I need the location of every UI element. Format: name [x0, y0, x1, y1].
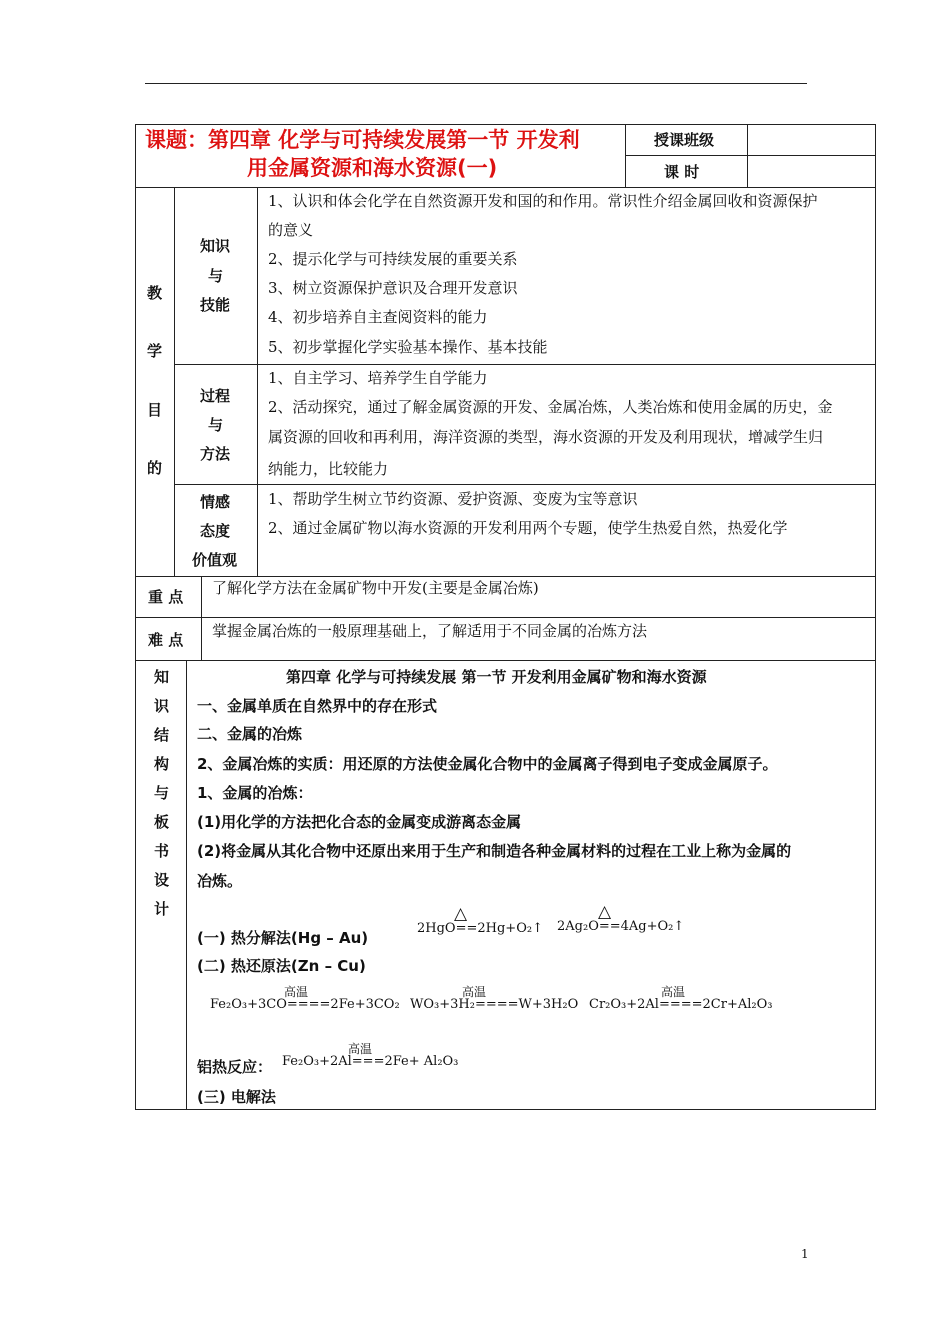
difficult-point-label: 难 点 — [148, 631, 184, 649]
attitude-item-2: 2、通过金属矿物以海水资源的开发利用两个专题，使学生热爱自然，热爱化学 — [268, 519, 788, 537]
board-line-5: (1)用化学的方法把化合态的金属变成游离态金属 — [197, 813, 522, 831]
board-char-1: 知 — [154, 668, 170, 686]
board-char-9: 计 — [154, 900, 170, 918]
board-char-3: 结 — [154, 726, 170, 744]
board-line-3: 2、金属冶炼的实质：用还原的方法使金属化合物中的金属离子得到电子变成金属原子。 — [197, 755, 778, 773]
board-heading: 第四章 化学与可持续发展 第一节 开发利用金属矿物和海水资源 — [286, 668, 707, 686]
knowledge-label-1: 知识 — [200, 237, 231, 255]
board-char-5: 与 — [154, 784, 170, 802]
objectives-char-3: 目 — [147, 401, 163, 419]
knowledge-label-2: 与 — [208, 267, 224, 285]
equation-wo3: WO₃+3H₂====W+3H₂O — [410, 997, 579, 1012]
class-value-cell — [747, 124, 876, 156]
knowledge-item-2: 2、提示化学与可持续发展的重要关系 — [268, 250, 518, 268]
objectives-char-4: 的 — [147, 459, 163, 477]
page-title-line2: 用金属资源和海水资源(一) — [247, 156, 498, 180]
objectives-char-1: 教 — [147, 284, 163, 302]
knowledge-item-4: 4、初步培养自主查阅资料的能力 — [268, 308, 488, 326]
process-item-2-end: 纳能力，比较能力 — [268, 460, 389, 478]
board-char-4: 构 — [154, 755, 170, 773]
page-title-line1: 课题：第四章 化学与可持续发展第一节 开发利 — [145, 128, 580, 152]
equation-cr2o3: Cr₂O₃+2Al====2Cr+Al₂O₃ — [589, 997, 773, 1012]
board-char-8: 设 — [154, 871, 170, 889]
heat-condition-2: △ — [598, 902, 612, 922]
objectives-side-cell — [135, 187, 175, 577]
class-label: 授课班级 — [654, 131, 715, 149]
board-line-7: 冶炼。 — [197, 872, 243, 890]
equation-thermite: Fe₂O₃+2Al===2Fe+ Al₂O₃ — [282, 1054, 459, 1069]
method-thermal-decomposition: (一) 热分解法(Hg – Au) — [197, 929, 369, 947]
board-line-4: 1、金属的冶炼： — [197, 784, 313, 802]
board-line-6: (2)将金属从其化合物中还原出来用于生产和制造各种金属材料的过程在工业上称为金属的 — [197, 842, 792, 860]
process-label-3: 方法 — [200, 445, 231, 463]
equation-ag2o: 2Ag₂O==4Ag+O₂↑ — [557, 919, 685, 934]
key-point-text: 了解化学方法在金属矿物中开发(主要是金属冶炼) — [212, 579, 539, 597]
attitude-label-2: 态度 — [200, 522, 231, 540]
board-line-1: 一、金属单质在自然界中的存在形式 — [197, 697, 438, 715]
board-char-2: 识 — [154, 697, 170, 715]
process-item-1: 1、自主学习、培养学生自学能力 — [268, 369, 488, 387]
knowledge-item-3: 3、树立资源保护意识及合理开发意识 — [268, 279, 518, 297]
difficult-point-text: 掌握金属冶炼的一般原理基础上，了解适用于不同金属的冶炼方法 — [212, 622, 648, 640]
knowledge-item-1: 1、认识和体会化学在自然资源开发和国的和作用。常识性介绍金属回收和资源保护 — [268, 192, 818, 210]
high-temp-condition-1: 高温 — [284, 985, 309, 999]
attitude-label-1: 情感 — [200, 493, 231, 511]
header-rule — [145, 83, 807, 84]
process-item-2: 2、活动探究，通过了解金属资源的开发、金属冶炼，人类冶炼和使用金属的历史，金 — [268, 398, 833, 416]
board-line-2: 二、金属的冶炼 — [197, 725, 303, 743]
equation-fe2o3-co: Fe₂O₃+3CO====2Fe+3CO₂ — [210, 997, 400, 1012]
high-temp-condition-3: 高温 — [661, 985, 686, 999]
board-char-7: 书 — [154, 842, 170, 860]
page-number: 1 — [801, 1247, 809, 1261]
knowledge-item-1-cont: 的意义 — [268, 221, 314, 239]
high-temp-condition-2: 高温 — [462, 985, 487, 999]
attitude-item-1: 1、帮助学生树立节约资源、爱护资源、变废为宝等意识 — [268, 490, 638, 508]
process-item-2-cont: 属资源的回收和再利用，海洋资源的类型，海水资源的开发及利用现状，增减学生归 — [268, 428, 824, 446]
objectives-char-2: 学 — [147, 342, 163, 360]
knowledge-item-5: 5、初步掌握化学实验基本操作、基本技能 — [268, 338, 548, 356]
board-char-6: 板 — [154, 813, 170, 831]
period-label: 课 时 — [664, 163, 700, 181]
period-value-cell — [747, 155, 876, 188]
high-temp-condition-4: 高温 — [348, 1042, 373, 1056]
attitude-label-3: 价值观 — [192, 551, 238, 569]
heat-condition-1: △ — [454, 904, 468, 924]
knowledge-label-3: 技能 — [200, 296, 231, 314]
method-thermal-reduction: (二) 热还原法(Zn – Cu) — [197, 957, 366, 975]
process-label-2: 与 — [208, 416, 224, 434]
process-label-1: 过程 — [200, 387, 231, 405]
thermite-label: 铝热反应： — [197, 1058, 273, 1076]
equation-hgo: 2HgO==2Hg+O₂↑ — [417, 921, 543, 936]
key-point-label: 重 点 — [148, 588, 184, 606]
method-electrolysis: (三) 电解法 — [197, 1088, 276, 1106]
